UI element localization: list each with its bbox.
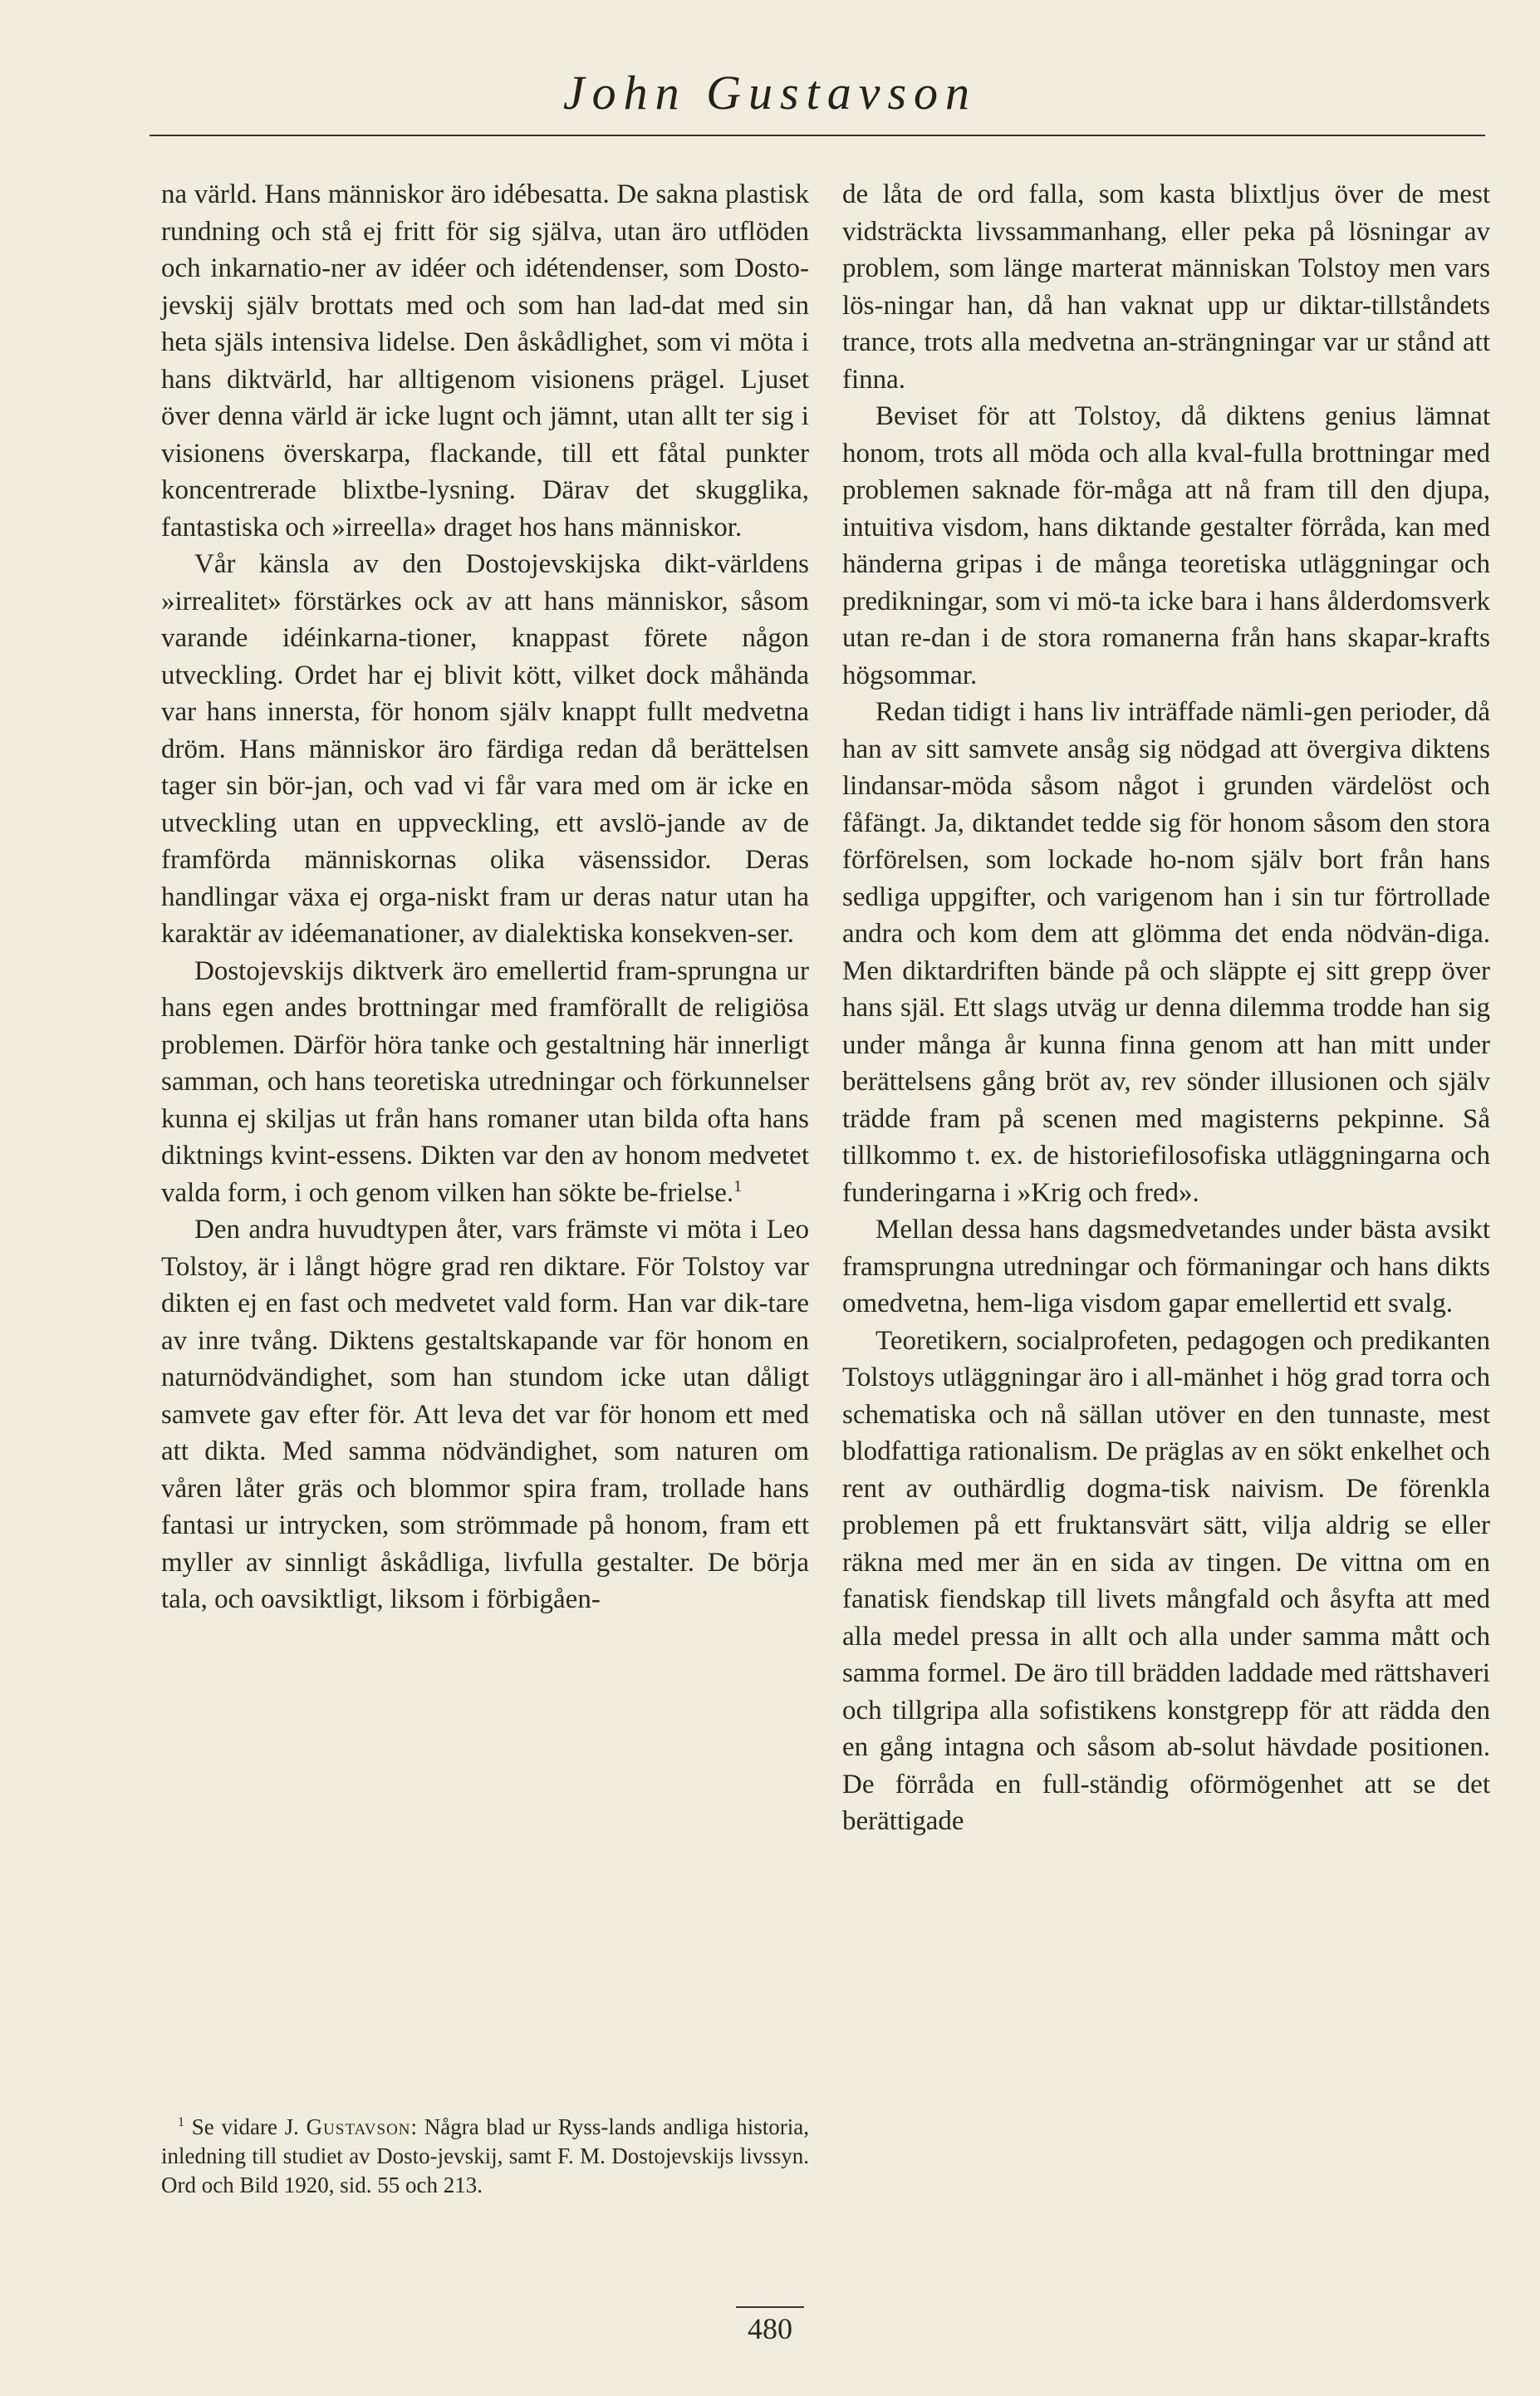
paragraph: Beviset för att Tolstoy, då diktens genius lämnat honom, trots all möda och alla kval-fulla brottningar med problemen saknade för-måga att nå fram till den djupa, intuitiva visdom, hans diktande gestalter förråda, kan med händerna gripas i de många teoretiska utläggningar och predikningar, som vi mö-ta icke bara i hans ålderdomsverk utan re-dan i de stora romanerna från hans skapar-krafts högsommar. xyxy=(842,401,1490,690)
footnote-text-before: Se vidare J. xyxy=(191,2114,307,2139)
footnote-author: Gustavson xyxy=(306,2114,411,2139)
paragraph: Teoretikern, socialprofeten, pedagogen och predikanten Tolstoys utläggningar äro i all-mänhet i hög grad torra och schematiska och nå sällan utöver en den tunnaste, mest blodfattiga rationalism. De präglas av en sökt enkelhet och rent av outhärdlig dogma-tisk naivism. De förenkla problemen på ett fruktansvärt sätt, vilja aldrig se eller räkna med mer än en sida av tingen. De vittna om en fanatisk fiendskap till livets mångfald och åsyfta att med alla medel pressa in allt och alla under samma mått och samma formel. De äro till brädden laddade med rättshaveri och tillgripa alla sofistikens konstgrepp för att rädda den en gång intagna och såsom ab-solut hävdade positionen. De förråda en full-ständig oförmögenhet att se det berättigade xyxy=(842,1325,1490,1836)
running-head: John Gustavson xyxy=(562,66,978,120)
paragraph-text: Dostojevskijs diktverk äro emellertid fram-sprungna ur hans egen andes brottningar med framförallt de religiösa problemen. Därför höra tanke och gestaltning här innerligt samman, och hans teoretiska utredningar och förkunnelser kunna ej skiljas ut från hans romaner utan bilda ofta hans diktnings kvint-essens. Dikten var den av honom medvetet valda form, i och genom vilken han sökte be-frielse. xyxy=(161,955,809,1208)
paragraph: Mellan dessa hans dagsmedvetandes under bästa avsikt framsprungna utredningar och förmaningar och hans dikts omedvetna, hem-liga visdom gapar emellertid ett svalg. xyxy=(842,1215,1490,1318)
right-column xyxy=(842,176,1490,1840)
paragraph: de låta de ord falla, som kasta blixtljus över de mest vidsträckta livssammanhang, eller peka på lösningar av problem, som länge marterat människan Tolstoy men vars lös-ningar han, då han vaknat upp ur diktar-tillståndets trance, trots alla medvetna an-strängningar var ur stånd att finna. xyxy=(842,179,1490,395)
footnote-reference: 1 xyxy=(733,1176,743,1196)
footnote-marker: 1 xyxy=(178,2115,184,2129)
left-column xyxy=(161,176,809,1618)
footnote-text-after: : Några blad ur Ryss-lands andliga historia, inledning till studiet av Dosto-jevskij, samt F. M. Dostojevskijs livssyn. Ord och Bild 1920, sid. 55 och 213. xyxy=(161,2114,809,2197)
paragraph: na värld. Hans människor äro idébesatta. De sakna plastisk rundning och stå ej fritt för sig själva, utan äro utflöden och inkarnatio-ner av idéer och idétendenser, som Dosto-jevskij själv brottats med och som han lad-dat med sin heta själs intensiva lidelse. Den åskådlighet, som vi möta i hans diktvärld, har alltigenom visionens prägel. Ljuset över denna värld är icke lugnt och jämnt, utan allt ter sig i visionens överskarpa, flackande, till ett fåtal punkter koncentrerade blixtbe-lysning. Därav det skugglika, fantastiska och »irreella» draget hos hans människor. xyxy=(161,179,809,543)
paragraph: Redan tidigt i hans liv inträffade nämli-gen perioder, då han av sitt samvete ansåg sig nödgad att övergiva diktens lindansar-möda såsom något i grunden värdelöst och fåfängt. Ja, diktandet tedde sig för honom såsom den stora förförelsen, som lockade ho-nom själv bort från hans sedliga uppgifter, och varigenom han i sin tur förtrollade andra och kom dem att glömma det enda nödvän-diga. Men diktardriften bände på och släppte ej sitt grepp över hans själ. Ett slags utväg ur denna dilemma trodde han sig under många år kunna finna genom att han mitt under berättelsens gång bröt av, rev sönder illusionen och själv trädde fram på scenen med magisterns pekpinne. Så tillkommo t. ex. de historiefilosofiska utläggningarna och funderingarna i »Krig och fred». xyxy=(842,697,1490,1208)
paragraph xyxy=(161,953,809,1212)
footnote xyxy=(161,2113,809,2200)
paragraph: Den andra huvudtypen åter, vars främste vi möta i Leo Tolstoy, är i långt högre grad ren diktare. För Tolstoy var dikten ej en fast och medvetet vald form. Han var dik-tare av inre tvång. Diktens gestaltskapande var för honom en naturnödvändighet, som han stundom icke utan dåligt samvete gav efter för. Att leva det var för honom ett med att dikta. Med samma nödvändighet, som naturen om våren låter gräs och blommor spira fram, trollade hans fantasi ur intrycken, som strömmade på honom, fram ett myller av sinnligt åskådliga, livfulla gestalter. De börja tala, och oavsiktligt, liksom i förbigåen- xyxy=(161,1215,809,1614)
paragraph: Vår känsla av den Dostojevskijska dikt-världens »irrealitet» förstärkes ock av att hans människor, såsom varande idéinkarna-tioner, knappast förete någon utveckling. Ordet har ej blivit kött, vilket dock måhända var hans innersta, för honom själv knappt fullt medvetna dröm. Hans människor äro färdiga redan då berättelsen tager sin bör-jan, och vad vi får vara med om är icke en utveckling utan en uppveckling, ett avslö-jande av de framförda människornas olika väsenssidor. Deras handlingar växa ej orga-niskt fram ur deras natur utan ha karaktär av idéemanationer, av dialektiska konsekven-ser. xyxy=(161,549,809,949)
page-number xyxy=(0,2306,1540,2346)
header-rule xyxy=(150,135,1485,136)
page-number-text: 480 xyxy=(736,2306,804,2346)
